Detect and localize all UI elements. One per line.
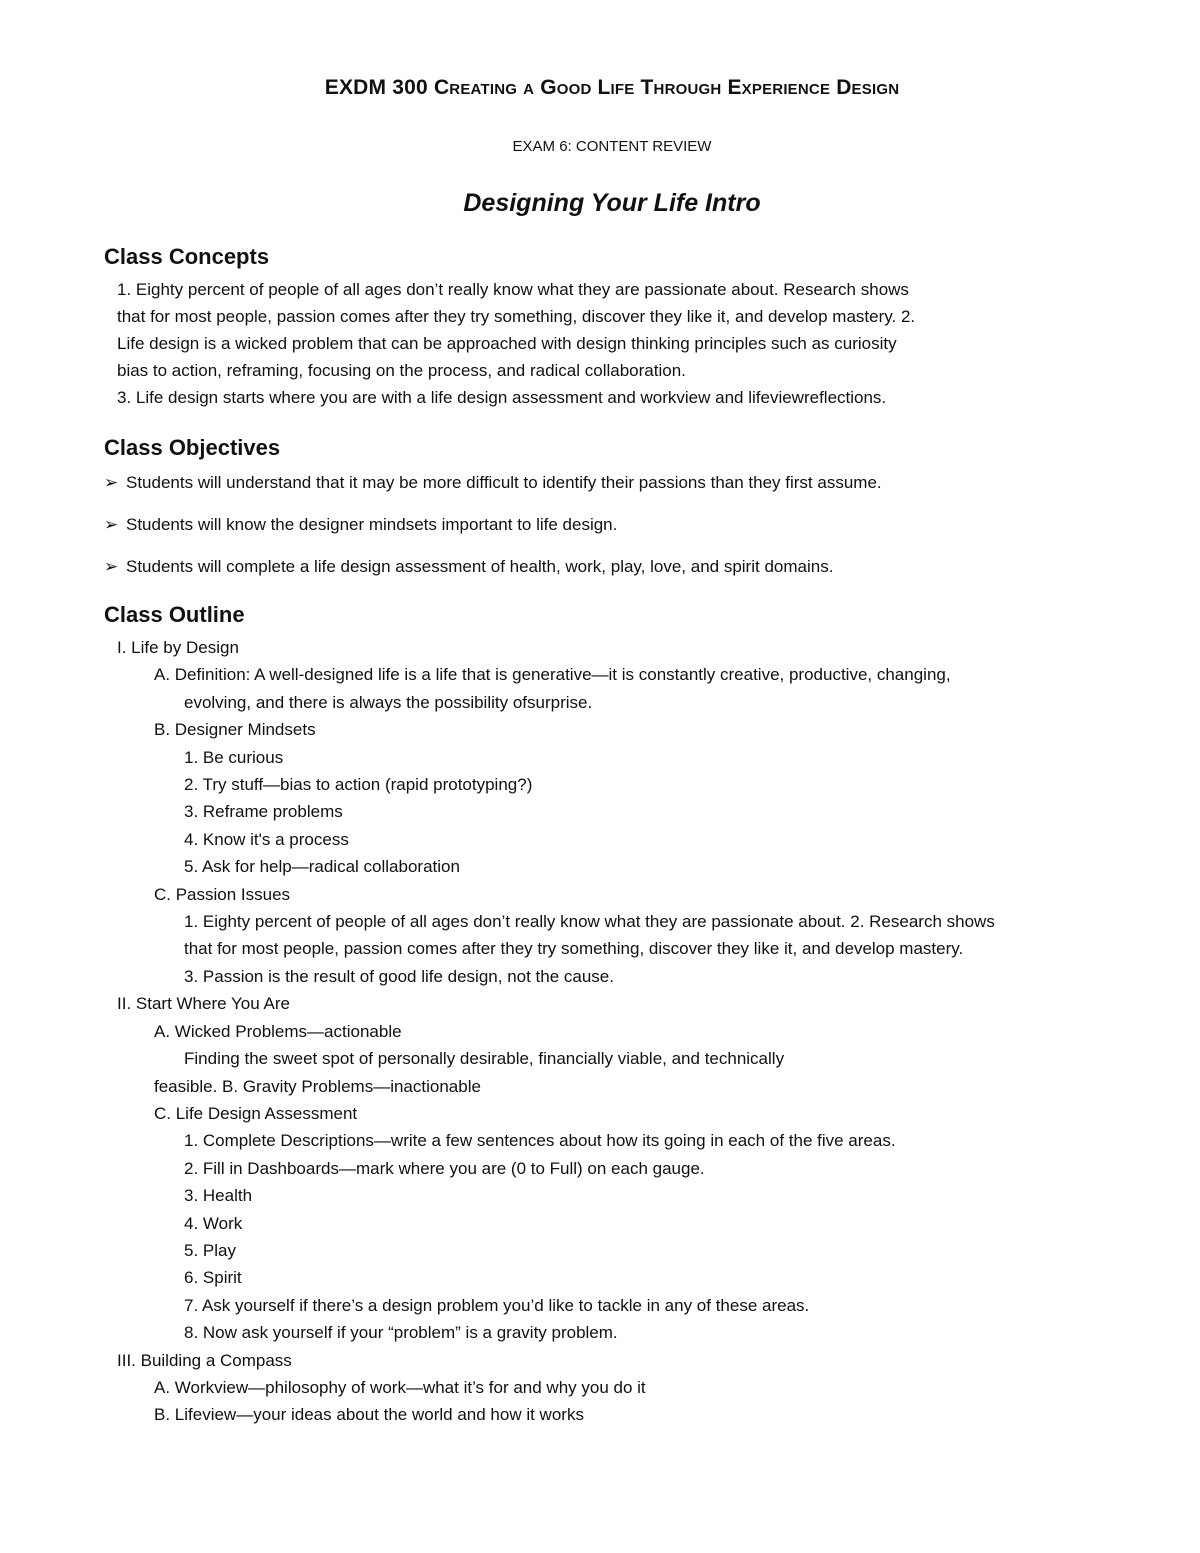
objective-text: Students will know the designer mindsets important to life design. bbox=[126, 515, 618, 534]
outline-line: A. Wicked Problems—actionable bbox=[154, 1021, 402, 1041]
outline-line: that for most people, passion comes after they try something, discover they like it, and develop mastery. bbox=[184, 939, 964, 959]
concept-line: 1. Eighty percent of people of all ages don’t really know what they are passionate about. Research shows bbox=[117, 280, 909, 299]
objective-item bbox=[104, 469, 1120, 496]
outline-line: 7. Ask yourself if there’s a design problem you’d like to tackle in any of these areas. bbox=[184, 1295, 810, 1315]
outline-line: III. Building a Compass bbox=[117, 1350, 292, 1370]
class-concepts-title: Class Concepts bbox=[104, 244, 270, 269]
outline-line: B. Lifeview—your ideas about the world and how it works bbox=[154, 1405, 584, 1425]
concept-line: 3. Life design starts where you are with a life design assessment and workview and lifeviewreflections. bbox=[117, 388, 887, 407]
outline-line: 8. Now ask yourself if your “problem” is a gravity problem. bbox=[184, 1323, 618, 1343]
class-concepts-body bbox=[104, 276, 1120, 411]
outline-line: 2. Fill in Dashboards—mark where you are (0 to Full) on each gauge. bbox=[184, 1158, 705, 1178]
outline-line: 6. Spirit bbox=[184, 1268, 242, 1288]
outline-line: 3. Reframe problems bbox=[184, 802, 343, 822]
outline-line: evolving, and there is always the possibility ofsurprise. bbox=[184, 692, 593, 712]
concept-line: that for most people, passion comes after they try something, discover they like it, and develop mastery. 2. bbox=[117, 307, 916, 326]
arrow-bullet-icon: ➢ bbox=[104, 557, 119, 576]
outline-line: Finding the sweet spot of personally desirable, financially viable, and technically bbox=[184, 1049, 785, 1069]
outline-line: 1. Eighty percent of people of all ages don’t really know what they are passionate about. 2. Research shows bbox=[184, 912, 995, 932]
class-objectives-title: Class Objectives bbox=[104, 435, 281, 460]
outline-line: 4. Work bbox=[184, 1213, 243, 1233]
objective-text: Students will complete a life design assessment of health, work, play, love, and spirit domains. bbox=[126, 557, 834, 576]
outline-line: 1. Be curious bbox=[184, 747, 284, 767]
outline-line: 4. Know it's a process bbox=[184, 829, 349, 849]
outline-line: C. Passion Issues bbox=[154, 884, 291, 904]
objective-item bbox=[104, 553, 1120, 580]
outline-line: I. Life by Design bbox=[117, 638, 239, 657]
exam-subtitle: EXAM 6: CONTENT REVIEW bbox=[512, 138, 712, 155]
objective-item bbox=[104, 511, 1120, 538]
section-heading: Designing Your Life Intro bbox=[463, 189, 761, 217]
outline-line: 3. Passion is the result of good life design, not the cause. bbox=[184, 966, 614, 986]
outline-line: C. Life Design Assessment bbox=[154, 1103, 358, 1123]
arrow-bullet-icon: ➢ bbox=[104, 473, 119, 492]
concept-line: Life design is a wicked problem that can be approached with design thinking principles such as curiosity bbox=[117, 334, 897, 353]
objectives-list bbox=[104, 469, 1120, 580]
class-outline-title: Class Outline bbox=[104, 602, 245, 627]
outline-line: 5. Ask for help—radical collaboration bbox=[184, 857, 460, 877]
concept-line: bias to action, reframing, focusing on the process, and radical collaboration. bbox=[117, 361, 686, 380]
outline-line: II. Start Where You Are bbox=[117, 994, 290, 1014]
outline-line: A. Workview—philosophy of work—what it’s for and why you do it bbox=[154, 1377, 646, 1397]
outline-line: B. Designer Mindsets bbox=[154, 720, 316, 740]
document-title: EXDM 300 Creating a Good Life Through Experience Design bbox=[324, 76, 900, 99]
outline-line: A. Definition: A well-designed life is a life that is generative—it is constantly creative, productive, changing, bbox=[154, 665, 951, 685]
outline-line: 5. Play bbox=[184, 1240, 236, 1260]
arrow-bullet-icon: ➢ bbox=[104, 515, 119, 534]
outline-line: feasible. B. Gravity Problems—inactionable bbox=[154, 1076, 481, 1096]
outline-line: 3. Health bbox=[184, 1186, 253, 1206]
outline-line: 2. Try stuff—bias to action (rapid prototyping?) bbox=[184, 775, 533, 795]
objective-text: Students will understand that it may be more difficult to identify their passions than they first assume. bbox=[126, 473, 882, 492]
class-outline-body bbox=[104, 634, 1120, 1429]
outline-line: 1. Complete Descriptions—write a few sentences about how its going in each of the five areas. bbox=[184, 1131, 896, 1151]
